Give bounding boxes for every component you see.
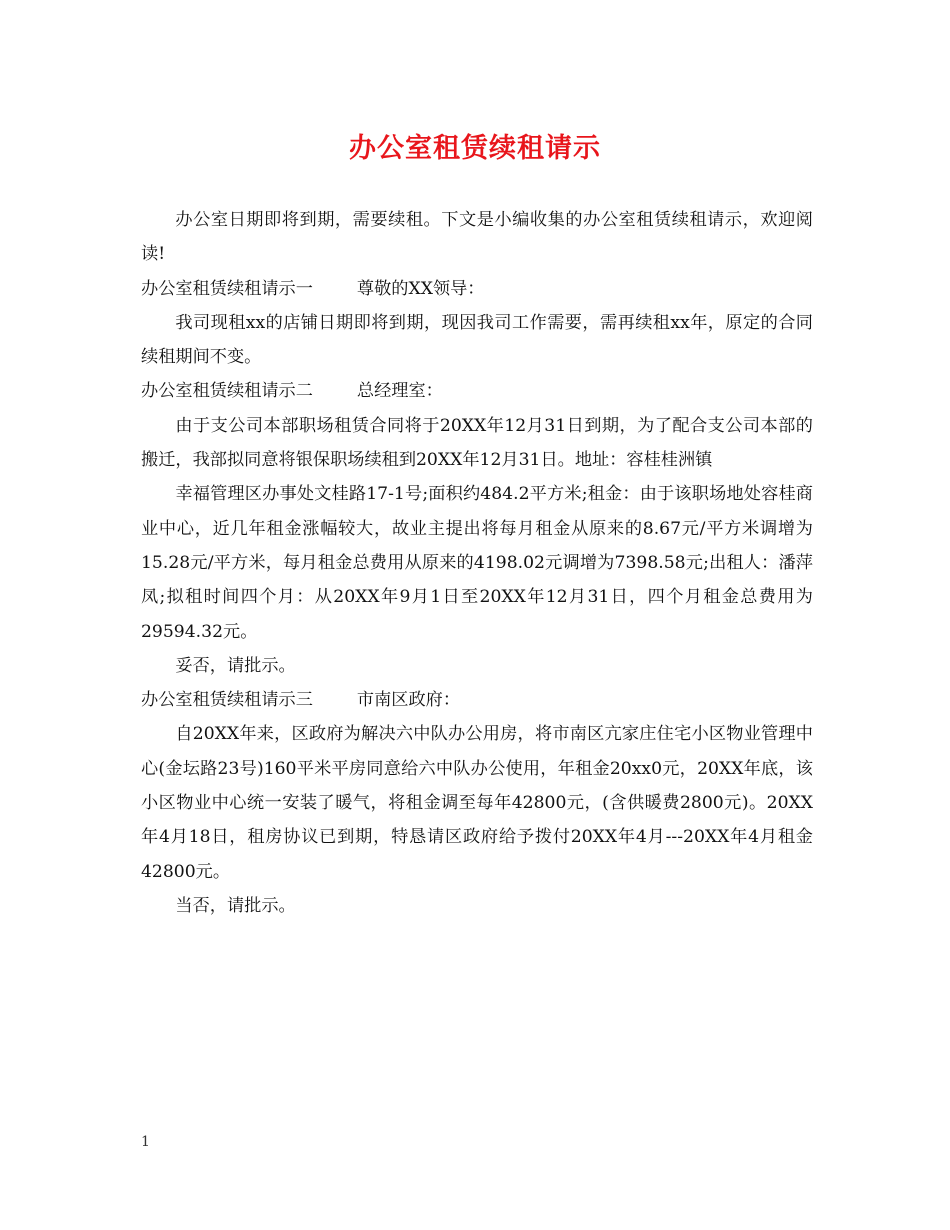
section-three-heading: 办公室租赁续租请示三 — [141, 690, 313, 711]
section-two-paragraph-two: 幸福管理区办事处文桂路17-1号;面积约484.2平方米;租金：由于该职场地处容桂商业中心，近几年租金涨幅较大，故业主提出将每月租金从原来的8.67元/平方米调增为15.28元/平方米，每月租金总费用从原来的4198.02元调增为7398.58元;出租人：潘萍凤;拟租时间四个月：从20XX年9月1日至20XX年12月31日，四个月租金总费用为29594.32元。 — [141, 484, 813, 642]
section-two-addressee: 总经理室： — [356, 381, 443, 402]
section-three-heading-line — [141, 683, 813, 717]
section-one-heading-line — [141, 272, 813, 306]
section-one-paragraph: 我司现租xx的店铺日期即将到期，现因我司工作需要，需再续租xx年，原定的合同续租期间不变。 — [141, 312, 813, 368]
section-three-closing: 当否，请批示。 — [175, 895, 296, 916]
section-two-heading: 办公室租赁续租请示二 — [141, 381, 313, 402]
section-one-addressee: 尊敬的XX领导： — [356, 278, 485, 299]
section-two-heading-line — [141, 374, 813, 408]
section-three-addressee: 市南区政府： — [356, 690, 461, 711]
section-two-paragraph-one: 由于支公司本部职场租赁合同将于20XX年12月31日到期，为了配合支公司本部的搬迁，我部拟同意将银保职场续租到20XX年12月31日。地址：容桂桂洲镇 — [141, 415, 813, 471]
section-two-closing: 妥否，请批示。 — [175, 655, 296, 676]
intro-paragraph: 办公室日期即将到期，需要续租。下文是小编收集的办公室租赁续租请示，欢迎阅读! — [141, 210, 813, 265]
section-three-paragraph: 自20XX年来，区政府为解决六中队办公用房，将市南区亢家庄住宅小区物业管理中心(金坛路23号)160平米平房同意给六中队办公使用，年租金20xx0元，20XX年底，该小区物业中心统一安装了暖气，将租金调至每年42800元，(含供暖费2800元)。20XX年4月18日，租房协议已到期，特恳请区政府给予拨付20XX年4月---20XX年4月租金42800元。 — [141, 724, 813, 882]
page-number: 1 — [141, 1134, 150, 1150]
section-one-heading: 办公室租赁续租请示一 — [141, 278, 313, 299]
document-title: 办公室租赁续租请示 — [349, 133, 601, 164]
document-body — [141, 203, 813, 923]
